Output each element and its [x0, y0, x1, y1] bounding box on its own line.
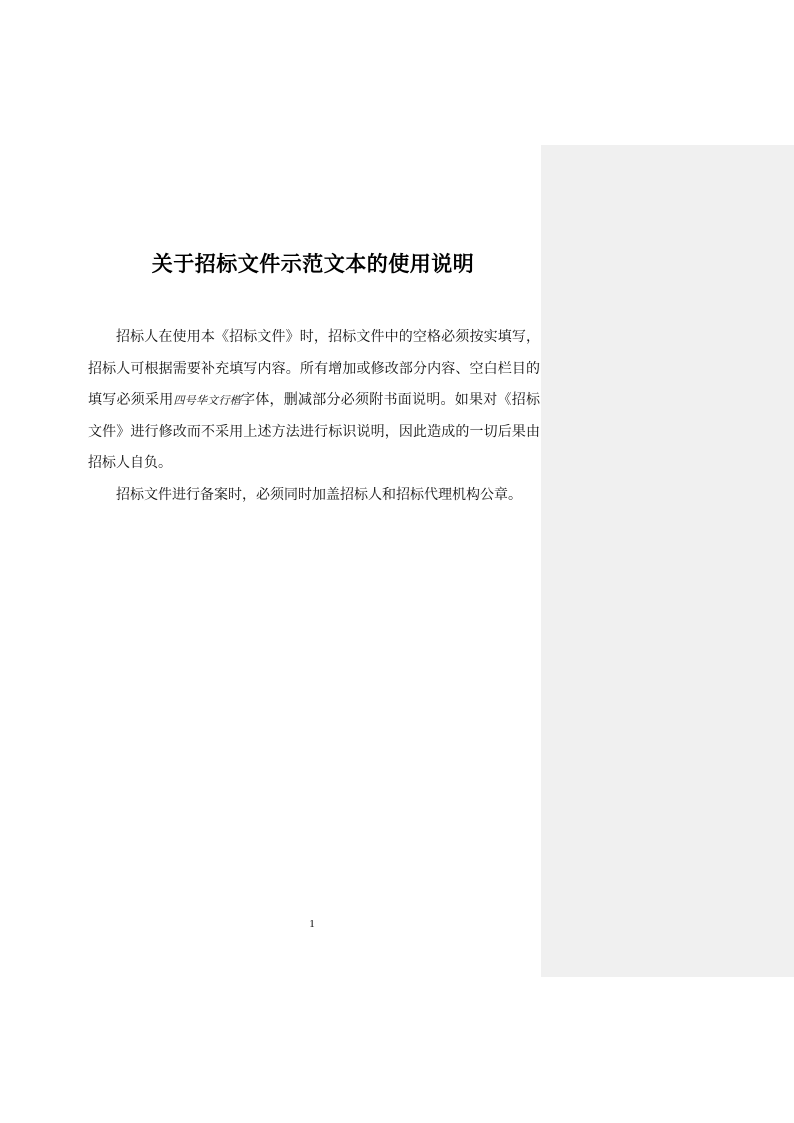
document-body	[88, 322, 540, 511]
paragraph-text: 字体，删减部分必须附书面说明。如果对《招标文件》进行修改而不采用上述方法进行标识说明，因此造成的一切后果由招标人自负。	[88, 392, 540, 471]
comment-margin-pane	[541, 145, 794, 977]
document-title: 关于招标文件示范文本的使用说明	[151, 251, 475, 276]
paragraph-text: 招标人在使用本《招标文件》时，招标文件中的空格必须按实填写，招标人可根据需要补充填写内容。所有增加或修改部分内容、空白栏目的填写必须采用	[88, 329, 540, 408]
page-number: 1	[309, 918, 315, 930]
paragraph-usage-instructions	[88, 322, 540, 480]
font-name-sample: 四号华文行楷	[173, 394, 241, 407]
paragraph-filing-note: 招标文件进行备案时，必须同时加盖招标人和招标代理机构公章。	[116, 486, 522, 503]
